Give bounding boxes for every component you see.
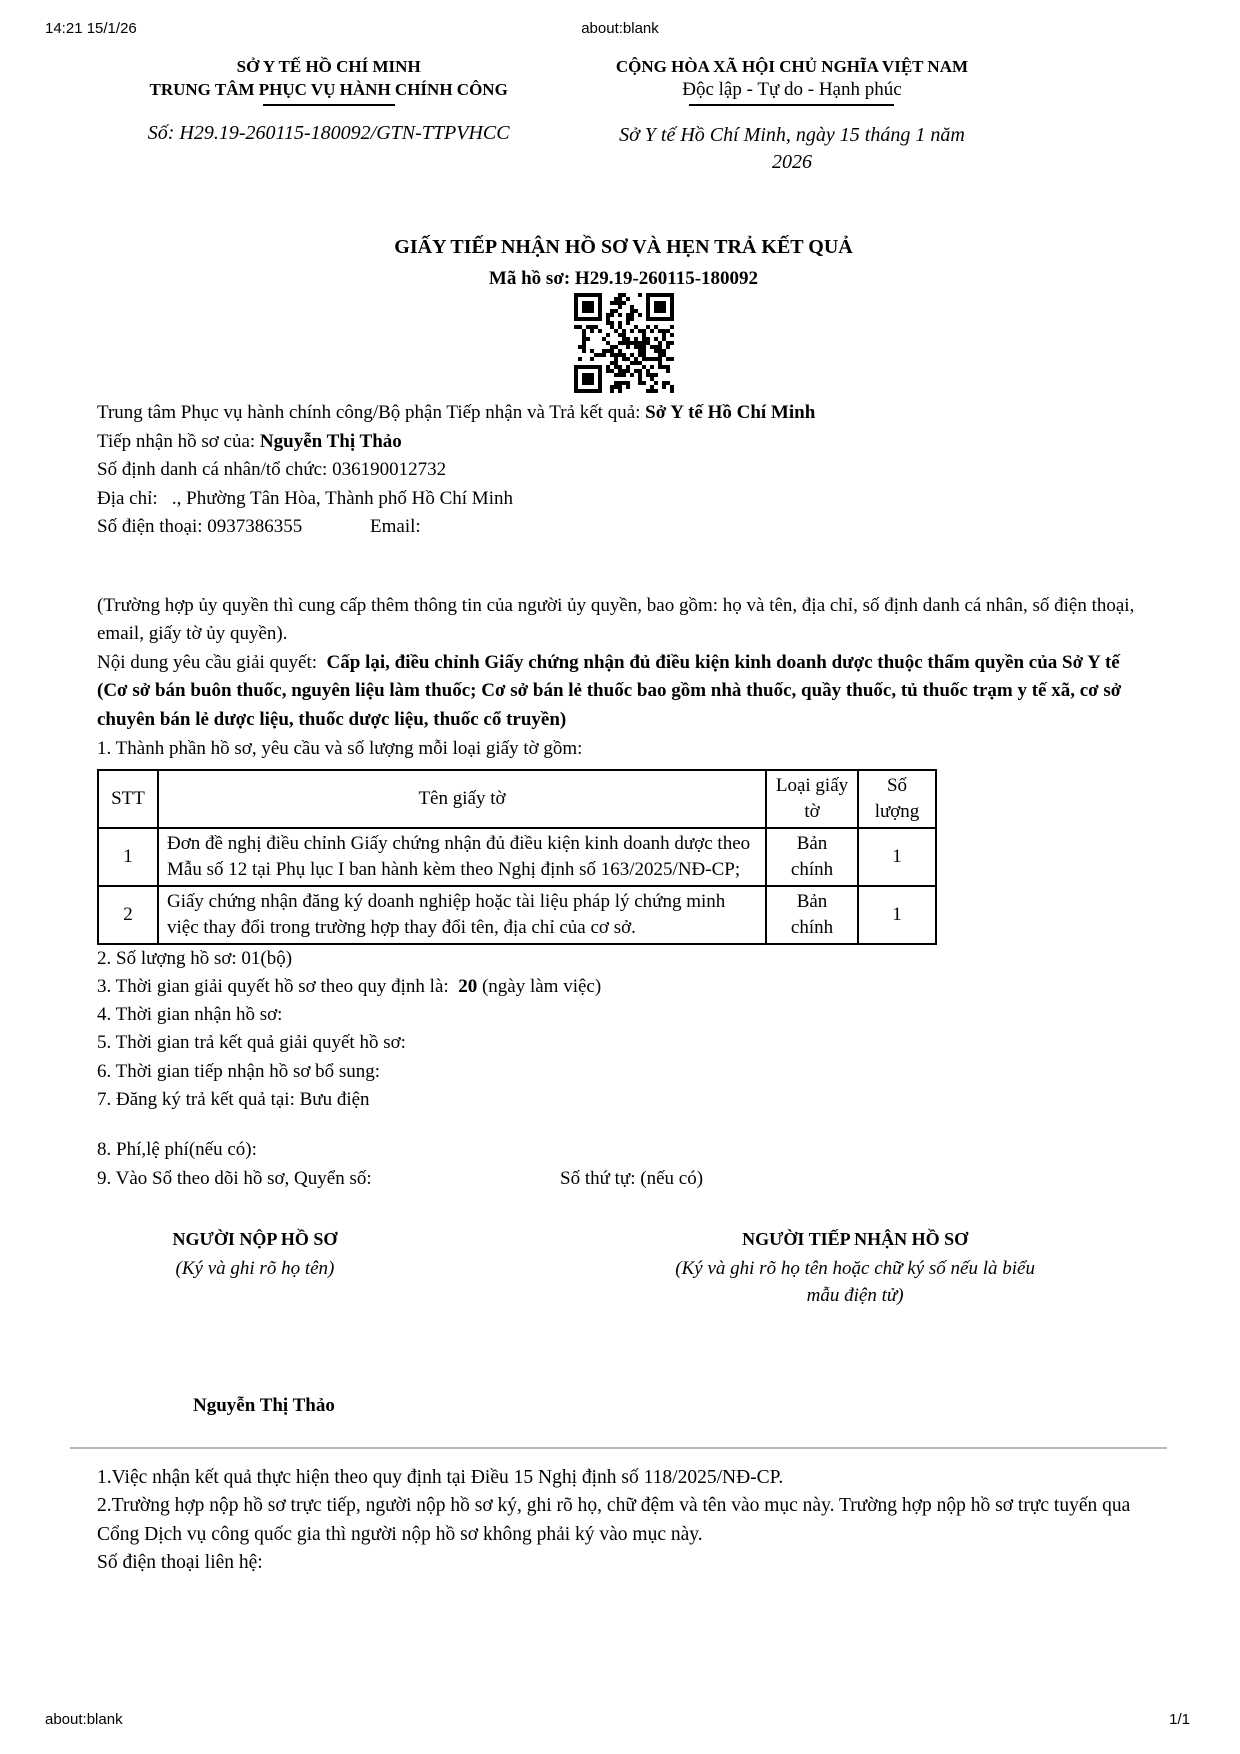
- footnote-contact: Số điện thoại liên hệ:: [97, 1552, 263, 1574]
- item-logbook: 9. Vào Sổ theo dõi hồ sơ, Quyển số: Số thứ tự: (nếu có): [97, 1165, 1150, 1193]
- print-timestamp: 14:21 15/1/26: [45, 20, 137, 37]
- print-url-top: about:blank: [581, 20, 659, 37]
- document-number: Số: H29.19-260115-180092/GTN-TTPVHCC: [147, 122, 510, 144]
- footnote-2: 2.Trường hợp nộp hồ sơ trực tiếp, người nộp hồ sơ ký, ghi rõ họ, chữ đệm và tên vào mục này. Trường hợp nộp hồ sơ trực tuyến qua Cổng Dịch vụ công quốc gia thì người nộp hồ sơ không phải ký vào mục này.: [97, 1495, 1136, 1545]
- table-row: [98, 828, 936, 886]
- qr-code-container: [97, 293, 1150, 393]
- letterhead-left: [97, 55, 560, 106]
- submitter-signature-block: [97, 1229, 413, 1309]
- national-motto-line2: Độc lập - Tự do - Hạnh phúc: [682, 79, 902, 100]
- item-receive-time: 4. Thời gian nhận hồ sơ:: [97, 1004, 283, 1026]
- item-return-method: 7. Đăng ký trả kết quả tại: Bưu điện: [97, 1088, 370, 1110]
- letterhead-left-rule: [263, 104, 395, 106]
- national-motto-line1: CỘNG HÒA XÃ HỘI CHỦ NGHĨA VIỆT NAM: [615, 57, 969, 76]
- email-label: Email:: [370, 516, 421, 537]
- row1-qty: 1: [858, 828, 936, 886]
- item-return-time: 5. Thời gian trả kết quả giải quyết hồ sơ:: [97, 1032, 406, 1054]
- row2-type: Bản chính: [766, 886, 858, 944]
- receiver-signature-title: NGƯỜI TIẾP NHẬN HỒ SƠ: [742, 1228, 969, 1249]
- phone-email-line: [97, 513, 1150, 542]
- issuing-department: SỞ Y TẾ HỒ CHÍ MINH: [236, 57, 421, 76]
- print-url-bottom: about:blank: [45, 1711, 123, 1728]
- item-processing-time: 3. Thời gian giải quyết hồ sơ theo quy định là: 20 (ngày làm việc): [97, 975, 602, 997]
- col-header-qty: Số lượng: [858, 770, 936, 828]
- receiving-center-line: Trung tâm Phục vụ hành chính công/Bộ phận Tiếp nhận và Trả kết quả: Sở Y tế Hồ Chí Minh: [97, 402, 816, 423]
- table-header-row: [98, 770, 936, 828]
- documents-table: [97, 769, 937, 945]
- row1-name: Đơn đề nghị điều chỉnh Giấy chứng nhận đủ điều kiện kinh doanh dược theo Mẫu số 12 tại Phụ lục I ban hành kèm theo Nghị định số 163/2025/NĐ-CP;: [158, 828, 766, 886]
- receiver-signature-block: [560, 1229, 1150, 1309]
- processing-days: 20: [458, 975, 478, 997]
- request-content: Cấp lại, điều chỉnh Giấy chứng nhận đủ điều kiện kinh doanh dược thuộc thẩm quyền của Sở Y tế (Cơ sở bán buôn thuốc, nguyên liệu làm thuốc; Cơ sở bán lẻ thuốc bao gồm nhà thuốc, quầy thuốc, tủ thuốc trạm y tế xã, cơ sở chuyên bán lẻ dược liệu, thuốc dược liệu, thuốc cổ truyền): [97, 651, 1127, 730]
- submitter-printed-name: Nguyễn Thị Thảo: [193, 1394, 335, 1416]
- footnote-1: 1.Việc nhận kết quả thực hiện theo quy định tại Điều 15 Nghị định số 118/2025/NĐ-CP.: [97, 1466, 784, 1488]
- address-line: Địa chỉ: ., Phường Tân Hòa, Thành phố Hồ Chí Minh: [97, 487, 513, 509]
- document-title: GIẤY TIẾP NHẬN HỒ SƠ VÀ HẸN TRẢ KẾT QUẢ: [394, 236, 853, 258]
- receiving-center-value: Sở Y tế Hồ Chí Minh: [645, 402, 816, 423]
- applicant-line: Tiếp nhận hồ sơ của: Nguyễn Thị Thảo: [97, 430, 402, 452]
- col-header-name: Tên giấy tờ: [158, 770, 766, 828]
- phone-value: Số điện thoại: 0937386355: [97, 516, 303, 537]
- sequence-number-label: Số thứ tự: (nếu có): [560, 1167, 704, 1189]
- print-header: [45, 20, 1195, 37]
- col-header-stt: STT: [98, 770, 158, 828]
- row1-type: Bản chính: [766, 828, 858, 886]
- dossier-code: Mã hồ sơ: H29.19-260115-180092: [488, 268, 759, 289]
- row2-stt: 2: [98, 886, 158, 944]
- row2-qty: 1: [858, 886, 936, 944]
- page-number: 1/1: [1169, 1711, 1190, 1728]
- col-header-type: Loại giấy tờ: [766, 770, 858, 828]
- place-date-line: Sở Y tế Hồ Chí Minh, ngày 15 tháng 1 năm 2026: [619, 124, 965, 173]
- section1-heading: 1. Thành phần hồ sơ, yêu cầu và số lượng mỗi loại giấy tờ gồm:: [97, 738, 583, 759]
- reference-row: [97, 122, 1150, 176]
- letterhead-right-rule: [689, 104, 894, 106]
- signature-section: [97, 1229, 1150, 1309]
- recipient-info: [97, 399, 1150, 764]
- item-quantity: 2. Số lượng hồ sơ: 01(bộ): [97, 947, 293, 969]
- footnotes: [97, 1464, 1150, 1578]
- issuing-center: TRUNG TÂM PHỤC VỤ HÀNH CHÍNH CÔNG: [149, 80, 508, 99]
- item-supplement-time: 6. Thời gian tiếp nhận hồ sơ bổ sung:: [97, 1060, 381, 1082]
- qr-code: [574, 293, 674, 393]
- applicant-name: Nguyễn Thị Thảo: [259, 430, 402, 452]
- document-body: [97, 55, 1150, 1578]
- authorization-note: (Trường hợp ủy quyền thì cung cấp thêm thông tin của người ủy quyền, bao gồm: họ và tên, địa chỉ, số định danh cá nhân, số điện thoại, email, giấy tờ ủy quyền).: [97, 594, 1140, 644]
- table-row: [98, 886, 936, 944]
- row2-name: Giấy chứng nhận đăng ký doanh nghiệp hoặc tài liệu pháp lý chứng minh việc thay đổi trong trường hợp thay đổi tên, địa chỉ của cơ sở.: [158, 886, 766, 944]
- receiver-signature-note: (Ký và ghi rõ họ tên hoặc chữ ký số nếu là biểu mẫu điện tử): [675, 1257, 1035, 1306]
- submitter-signature-title: NGƯỜI NỘP HỒ SƠ: [172, 1228, 338, 1249]
- row1-stt: 1: [98, 828, 158, 886]
- letterhead: [97, 55, 1150, 106]
- print-footer: [45, 1711, 1190, 1728]
- request-content-line: Nội dung yêu cầu giải quyết: Cấp lại, điều chỉnh Giấy chứng nhận đủ điều kiện kinh doanh dược thuộc thẩm quyền của Sở Y tế (Cơ sở bán buôn thuốc, nguyên liệu làm thuốc; Cơ sở bán lẻ thuốc bao gồm nhà thuốc, quầy thuốc, tủ thuốc trạm y tế xã, cơ sở chuyên bán lẻ dược liệu, thuốc dược liệu, thuốc cổ truyền): [97, 651, 1127, 730]
- item-fees: 8. Phí,lệ phí(nếu có):: [97, 1139, 257, 1161]
- footnote-divider: [70, 1447, 1167, 1449]
- numbered-items: [97, 945, 1150, 1193]
- id-number-line: Số định danh cá nhân/tổ chức: 036190012732: [97, 459, 447, 480]
- submitter-signature-note: (Ký và ghi rõ họ tên): [175, 1257, 335, 1279]
- letterhead-right: [560, 55, 1023, 106]
